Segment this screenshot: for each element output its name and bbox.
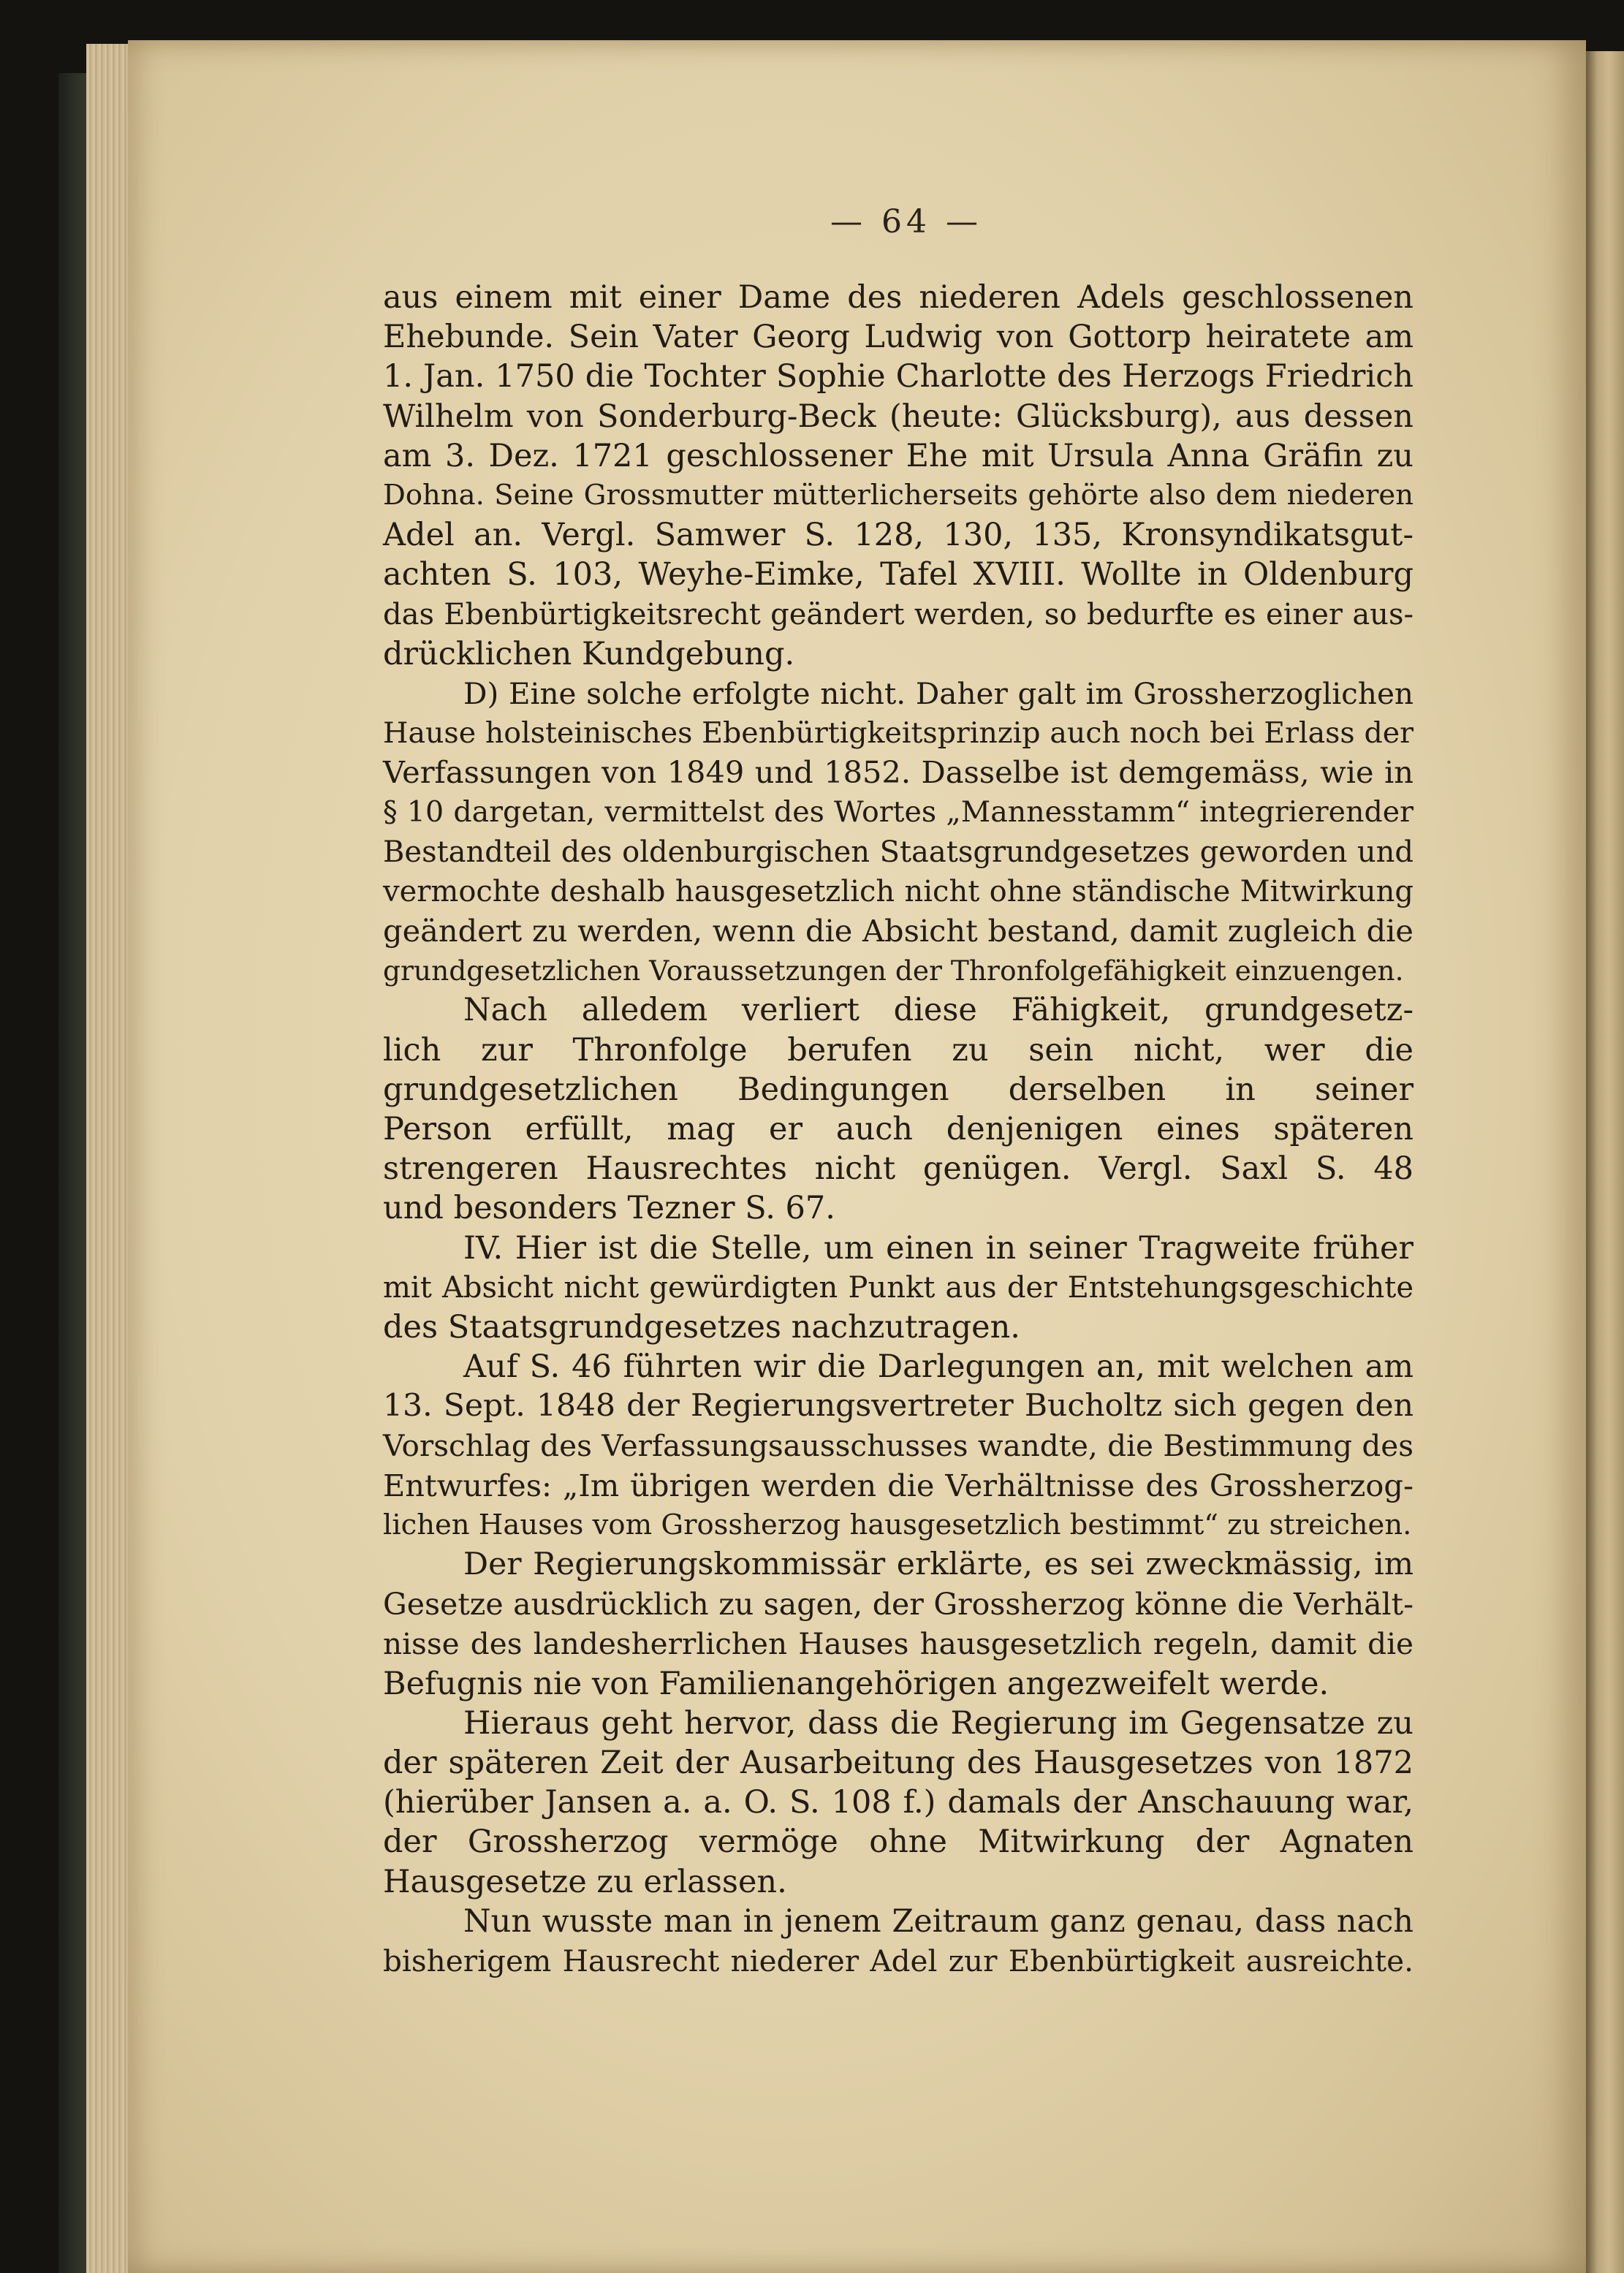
page-number: — 64 — [830, 203, 982, 240]
text-line: Verfassungen von 1849 und 1852. Dasselbe ist demgemäss, wie in [383, 754, 1414, 791]
text-line: Hause holsteinisches Ebenbürtigkeitsprinzip auch noch bei Erlass der [383, 716, 1414, 751]
text-line: 13. Sept. 1848 der Regierungsvertreter Bucholtz sich gegen den [383, 1388, 1414, 1424]
text-line: der späteren Zeit der Ausarbeitung des Hausgesetzes von 1872 [383, 1744, 1414, 1781]
text-line: aus einem mit einer Dame des niederen Adels geschlossenen [383, 279, 1414, 316]
text-line: Hieraus geht hervor, dass die Regierung im Gegensatze zu [463, 1704, 1414, 1742]
text-line: Wilhelm von Sonderburg-Beck (heute: Glücksburg), aus dessen [383, 398, 1414, 435]
text-line: vermochte deshalb hausgesetzlich nicht ohne ständische Mitwirkung [383, 874, 1414, 908]
text-line: Adel an. Vergl. Samwer S. 128, 130, 135, Kronsyndikatsgut- [383, 517, 1414, 554]
text-line: Befugnis nie von Familienangehörigen angezweifelt werde. [383, 1665, 1329, 1702]
text-line: geändert zu werden, wenn die Absicht bestand, damit zugleich die [383, 913, 1414, 949]
text-line: Auf S. 46 führten wir die Darlegungen an, mit welchen am [463, 1348, 1414, 1386]
text-line: § 10 dargetan, vermittelst des Wortes „Mannesstamm“ integrierender [383, 795, 1414, 830]
text-line: und besonders Tezner S. 67. [383, 1190, 835, 1227]
text-line: grundgesetzlichen Bedingungen derselben in seiner [383, 1071, 1414, 1108]
text-line: des Staatsgrundgesetzes nachzutragen. [383, 1308, 1020, 1346]
text-line: D) Eine solche erfolgte nicht. Daher galt im Grossherzoglichen [463, 675, 1414, 711]
text-line: IV. Hier ist die Stelle, um einen in seiner Tragweite früher [463, 1229, 1414, 1267]
text-line: am 3. Dez. 1721 geschlossener Ehe mit Ursula Anna Gräfin zu [383, 437, 1414, 474]
text-line: Vorschlag des Verfassungsausschusses wandte, die Bestimmung des [383, 1428, 1414, 1464]
text-line: drücklichen Kundgebung. [383, 635, 795, 672]
text-line: das Ebenbürtigkeitsrecht geändert werden, so bedurfte es einer aus- [383, 597, 1414, 631]
text-line: Gesetze ausdrücklich zu sagen, der Grossherzog könne die Verhält- [383, 1587, 1414, 1623]
text-line: Nun wusste man in jenem Zeitraum ganz genau, dass nach [463, 1902, 1414, 1940]
text-line: Nach alledem verliert diese Fähigkeit, grundgesetz- [463, 992, 1414, 1029]
text-line: Bestandteil des oldenburgischen Staatsgrundgesetzes geworden und [383, 835, 1414, 869]
text-line: Der Regierungskommissär erklärte, es sei zweckmässig, im [463, 1547, 1414, 1582]
text-line: Entwurfes: „Im übrigen werden die Verhältnisse des Grossherzog- [383, 1467, 1414, 1503]
text-line: achten S. 103, Weyhe-Eimke, Tafel XVIII. Wollte in Oldenburg [383, 556, 1414, 593]
text-line: bisherigem Hausrecht niederer Adel zur Ebenbürtigkeit ausreichte. [383, 1943, 1414, 1978]
text-line: 1. Jan. 1750 die Tochter Sophie Charlotte des Herzogs Friedrich [383, 358, 1414, 395]
text-line: grundgesetzlichen Voraussetzungen der Thronfolgefähigkeit einzuengen. [383, 955, 1404, 987]
text-line: Ehebunde. Sein Vater Georg Ludwig von Gottorp heiratete am [383, 319, 1414, 356]
text-line: Dohna. Seine Grossmutter mütterlicherseits gehörte also dem niederen [383, 478, 1414, 512]
text-line: nisse des landesherrlichen Hauses hausgesetzlich regeln, damit die [383, 1626, 1414, 1662]
text-line: lichen Hauses vom Grossherzog hausgesetzlich bestimmt“ zu streichen. [383, 1508, 1412, 1541]
text-line: mit Absicht nicht gewürdigten Punkt aus der Entstehungsgeschichte [383, 1270, 1414, 1305]
text-line: Hausgesetze zu erlassen. [383, 1863, 787, 1900]
text-line: der Grossherzog vermöge ohne Mitwirkung der Agnaten [383, 1824, 1414, 1861]
text-line: (hierüber Jansen a. a. O. S. 108 f.) damals der Anschauung war, [383, 1784, 1414, 1821]
text-line: lich zur Thronfolge berufen zu sein nicht, wer die [383, 1031, 1414, 1069]
next-page-edge [1586, 51, 1624, 2273]
body-text [383, 278, 1414, 1981]
text-line: strengeren Hausrechtes nicht genügen. Vergl. Saxl S. 48 [383, 1150, 1414, 1188]
text-line: Person erfüllt, mag er auch denjenigen eines späteren [383, 1110, 1414, 1147]
